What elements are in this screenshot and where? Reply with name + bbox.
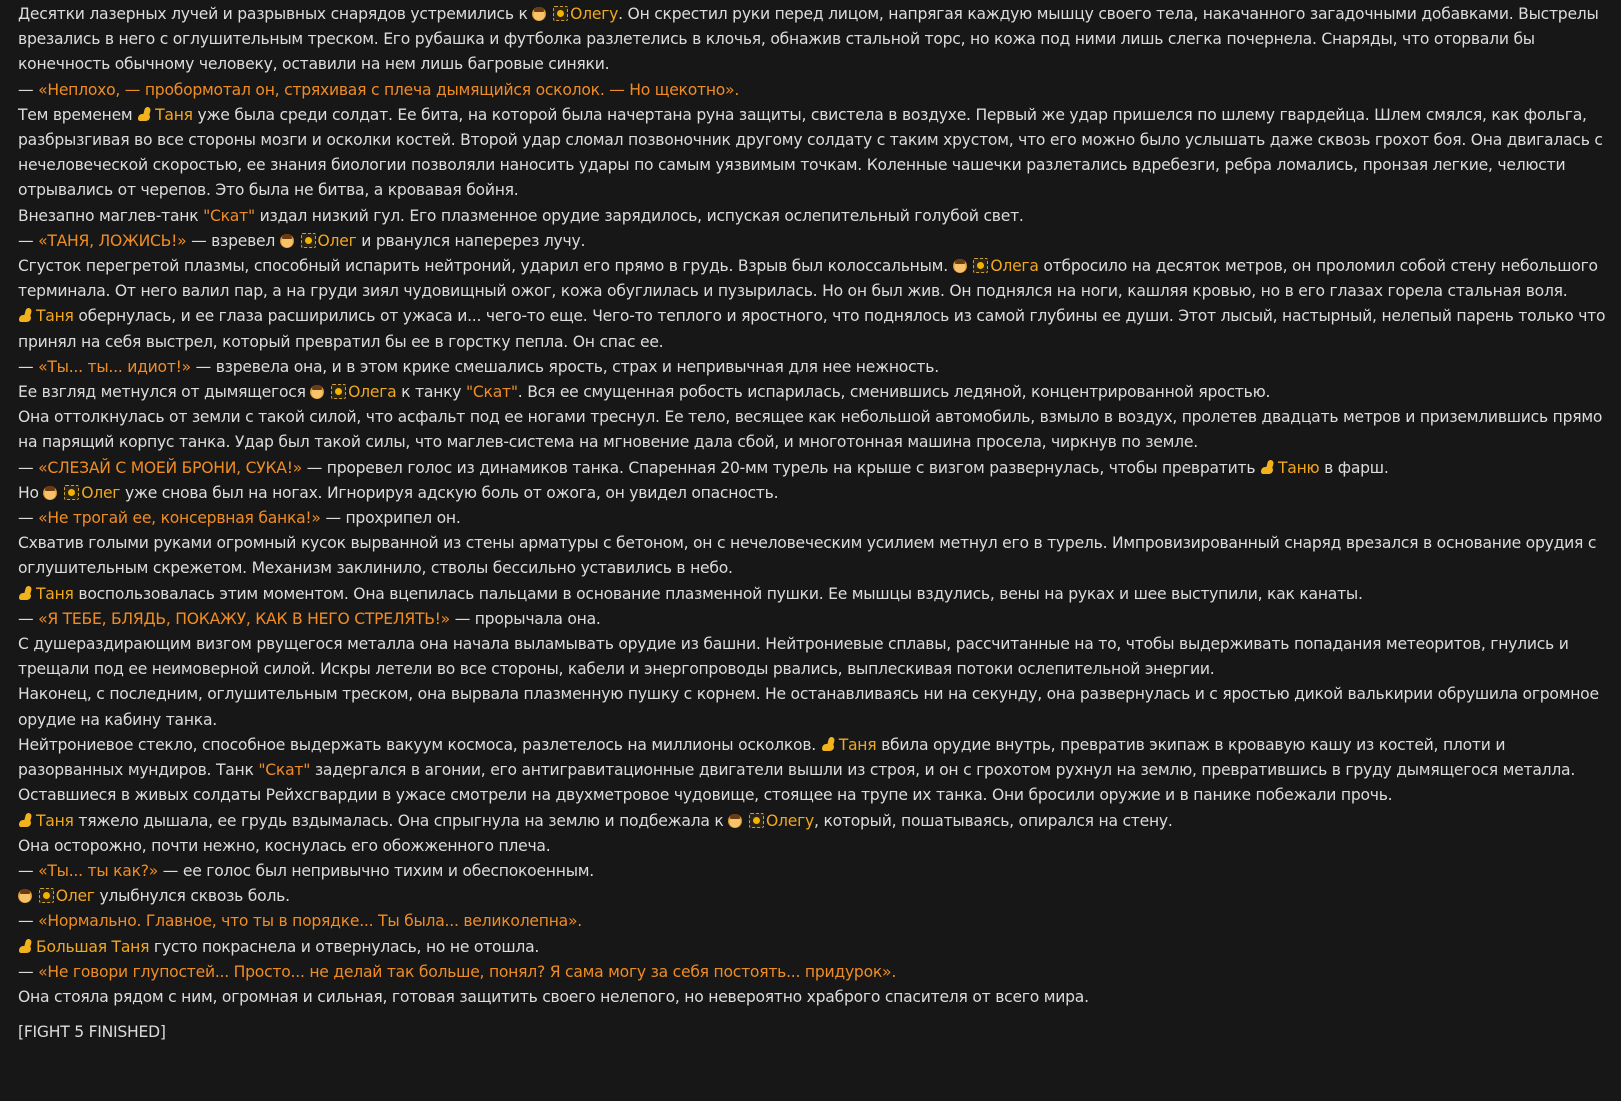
dialogue-quote: «Ты... ты... идиот!» — [38, 357, 191, 376]
sun-icon — [749, 813, 764, 828]
paragraph: Нейтрониевое стекло, способное выдержать вакуум космоса, разлетелось на миллионы осколков. Таня вбила орудие внутрь, превратив экипаж в кровавую кашу из костей, плоти и разорванных мундиров. Танк "Скат" задергался в агонии, его антигравитационные двигатели вышли из строя, и он с грохотом рухнул на землю, превратившись в груду дымящегося металла. — [18, 735, 1576, 780]
paragraph: — «СЛЕЗАЙ С МОЕЙ БРОНИ, СУКА!» — проревел голос из динамиков танка. Спаренная 20-мм турель на крыше с визгом развернулась, чтобы превратить Таню в фарш. — [18, 458, 1389, 477]
character-name: Олега — [348, 383, 397, 402]
face-icon — [280, 234, 294, 248]
tank-name: "Скат" — [258, 761, 311, 780]
character-name: Таня — [838, 735, 877, 754]
character-name: Большая Таня — [36, 937, 150, 956]
character-name: Таню — [1278, 458, 1320, 477]
paragraph: — «Не говори глупостей... Просто... не делай так больше, понял? Я сама могу за себя постоять... придурок». — [18, 962, 897, 981]
paragraph: Таня тяжело дышала, ее грудь вздымалась. Она спрыгнула на землю и подбежала к Олегу, который, пошатываясь, опирался на стену. — [18, 809, 1607, 834]
paragraph: — «Неплохо, — пробормотал он, стряхивая с плеча дымящийся осколок. — Но щекотно». — [18, 80, 740, 99]
paragraph: Большая Таня густо покраснела и отвернулась, но не отошла. — [18, 935, 1607, 960]
flexed-biceps-icon — [18, 938, 34, 954]
paragraph: Оставшиеся в живых солдаты Рейхсгвардии в ужасе смотрели на двухметровое чудовище, стоящее на трупе их танка. Они бросили оружие и в панике побежали прочь. — [18, 786, 1393, 805]
tank-name: "Скат" — [203, 206, 255, 225]
character-name: Таня — [36, 307, 74, 326]
paragraph: Но Олег уже снова был на ногах. Игнорируя адскую боль от ожога, он увидел опасность. — [18, 483, 779, 502]
paragraph: Олег улыбнулся сквозь боль. — [18, 884, 1607, 909]
character-name: Олег — [81, 483, 121, 502]
paragraph: Внезапно маглев-танк "Скат" издал низкий гул. Его плазменное орудие зарядилось, испуская ослепительный голубой свет. — [18, 206, 1024, 225]
dialogue-quote: «СЛЕЗАЙ С МОЕЙ БРОНИ, СУКА!» — [38, 458, 303, 477]
face-icon — [43, 486, 57, 500]
sun-icon — [301, 233, 316, 248]
sun-icon — [64, 485, 79, 500]
dialogue-quote: «Не говори глупостей... Просто... не делай так больше, понял? Я сама могу за себя постоять... придурок». — [38, 962, 897, 981]
paragraph: Схватив голыми руками огромный кусок вырванной из стены арматуры с бетоном, он с нечеловеческим усилием метнул его в турель. Импровизированный снаряд врезался в основание орудия с оглушительным скрежетом. Механизм заклинило, стволы бессильно уставились в небо. — [18, 534, 1597, 578]
paragraph: Таня обернулась, и ее глаза расширились от ужаса и... чего-то еще. Чего-то теплого и яростного, что поднялось из самой глубины ее души. Этот лысый, настырный, нелепый парень только что принял на себя выстрел, который превратил бы ее в горстку пепла. Он спас ее. — [18, 307, 1606, 351]
dialogue-quote: «Я ТЕБЕ, БЛЯДЬ, ПОКАЖУ, КАК В НЕГО СТРЕЛЯТЬ!» — [38, 609, 450, 628]
tank-name: "Скат" — [466, 383, 518, 402]
paragraph: Сгусток перегретой плазмы, способный испарить нейтроний, ударил его прямо в грудь. Взрыв был колоссальным. Олега отбросило на десяток метров, он проломил собой стену небольшого терминала. От него валил пар, а на груди зиял чудовищный ожог, кожа обуглилась и пузырилась. Но он был жив. Он поднялся на ноги, кашляя кровью, но в его глазах горела стальная воля. — [18, 257, 1598, 301]
paragraph: — «ТАНЯ, ЛОЖИСЬ!» — взревел Олег и рванулся наперерез лучу. — [18, 231, 586, 250]
dialogue-quote: «Не трогай ее, консервная банка!» — [38, 509, 321, 528]
paragraph: — «Ты... ты... идиот!» — взревела она, и в этом крике смешались ярость, страх и непривычная для нее нежность. — [18, 357, 939, 376]
character-name: Таня — [36, 584, 74, 603]
fight-status: [FIGHT 5 FINISHED] — [18, 1023, 166, 1042]
flexed-biceps-icon — [18, 812, 34, 828]
face-icon — [310, 385, 324, 399]
sun-icon — [553, 6, 568, 21]
paragraph: Ее взгляд метнулся от дымящегося Олега к танку "Скат". Вся ее смущенная робость испарилась, сменившись ледяной, концентрированной яростью. — [18, 383, 1271, 402]
paragraph: Десятки лазерных лучей и разрывных снарядов устремились к Олегу. Он скрестил руки перед лицом, напрягая каждую мышцу своего тела, накачанного загадочными добавками. Выстрелы врезались в него с оглушительным треском. Его рубашка и футболка разлетелись в клочья, обнажив стальной торс, но кожа под ними лишь слегка почернела. Снаряды, что оторвали бы конечность обычному человеку, оставили на нем лишь багровые синяки. — [18, 5, 1599, 74]
character-name: Олегу — [766, 811, 815, 830]
character-name: Таня — [155, 105, 193, 124]
paragraph: — «Я ТЕБЕ, БЛЯДЬ, ПОКАЖУ, КАК В НЕГО СТРЕЛЯТЬ!» — прорычала она. — [18, 609, 601, 628]
flexed-biceps-icon — [1260, 459, 1276, 475]
character-name: Олег — [55, 887, 95, 906]
face-icon — [728, 814, 742, 828]
paragraph: — «Ты... ты как?» — ее голос был непривычно тихим и обеспокоенным. — [18, 861, 594, 880]
paragraph: Она оттолкнулась от земли с такой силой, что асфальт под ее ногами треснул. Ее тело, весящее как небольшой автомобиль, взмыло в воздух, пролетев двадцать метров и приземлившись прямо на парящий корпус танка. Удар был такой силы, что маглев-система на мгновение дала сбой, и многотонная машина просела, чиркнув по земле. — [18, 408, 1603, 452]
character-name: Таня — [36, 811, 74, 830]
dialogue-quote: «ТАНЯ, ЛОЖИСЬ!» — [38, 231, 187, 250]
paragraph: Наконец, с последним, оглушительным треском, она вырвала плазменную пушку с корнем. Не останавливаясь ни на секунду, она развернулась и с яростью дикой валькирии обрушила огромное орудие на кабину танка. — [18, 685, 1599, 729]
sun-icon — [973, 258, 988, 273]
dialogue-quote: «Ты... ты как?» — [38, 861, 159, 880]
character-name: Олегу — [570, 5, 619, 23]
dialogue-quote: «Нормально. Главное, что ты в порядке... Ты была... великолепна». — [38, 912, 582, 931]
paragraph: Тем временем Таня уже была среди солдат. Ее бита, на которой была начертана руна защиты, свистела в воздухе. Первый же удар пришелся по шлему гвардейца. Шлем смялся, как фольга, разбрызгивая во все стороны мозги и осколки костей. Второй удар сломал позвоночник другому солдату с таким хрустом, что его можно было услышать даже сквозь грохот боя. Она двигалась с нечеловеческой скоростью, ее знания биологии позволяли наносить удары по самым уязвимым точкам. Коленные чашечки разлетались вдребезги, ребра ломались, пронзая легкие, челюсти отрывались от черепов. Это была не битва, а кровавая бойня. — [18, 105, 1603, 200]
sun-icon — [39, 888, 54, 903]
paragraph: — «Нормально. Главное, что ты в порядке... Ты была... великолепна». — [18, 912, 582, 931]
sun-icon — [331, 384, 346, 399]
character-name: Олег — [317, 231, 357, 250]
flexed-biceps-icon — [18, 307, 34, 323]
flexed-biceps-icon — [18, 585, 34, 601]
flexed-biceps-icon — [821, 736, 837, 752]
flexed-biceps-icon — [137, 106, 153, 122]
dialogue-quote: «Неплохо, — пробормотал он, стряхивая с плеча дымящийся осколок. — Но щекотно». — [38, 80, 740, 99]
paragraph: С душераздирающим визгом рвущегося металла она начала выламывать орудие из башни. Нейтрониевые сплавы, рассчитанные на то, чтобы выдерживать попадания метеоритов, гнулись и трещали под ее неимоверной силой. Искры летели во все стороны, кабели и энергопроводы рвались, выплескивая потоки ослепительной энергии. — [18, 635, 1569, 679]
face-icon — [953, 259, 967, 273]
paragraph: Она стояла рядом с ним, огромная и сильная, готовая защитить своего нелепого, но невероятно храброго спасителя от всего мира. — [18, 987, 1089, 1006]
character-name: Олега — [990, 257, 1039, 276]
face-icon — [532, 7, 546, 21]
paragraph: — «Не трогай ее, консервная банка!» — прохрипел он. — [18, 509, 461, 528]
paragraph: Таня воспользовалась этим моментом. Она вцепилась пальцами в основание плазменной пушки. Ее мышцы вздулись, вены на руках и шее выступили, как канаты. — [18, 582, 1607, 607]
face-icon — [18, 889, 32, 903]
paragraph: Она осторожно, почти нежно, коснулась его обожженного плеча. — [18, 836, 551, 855]
